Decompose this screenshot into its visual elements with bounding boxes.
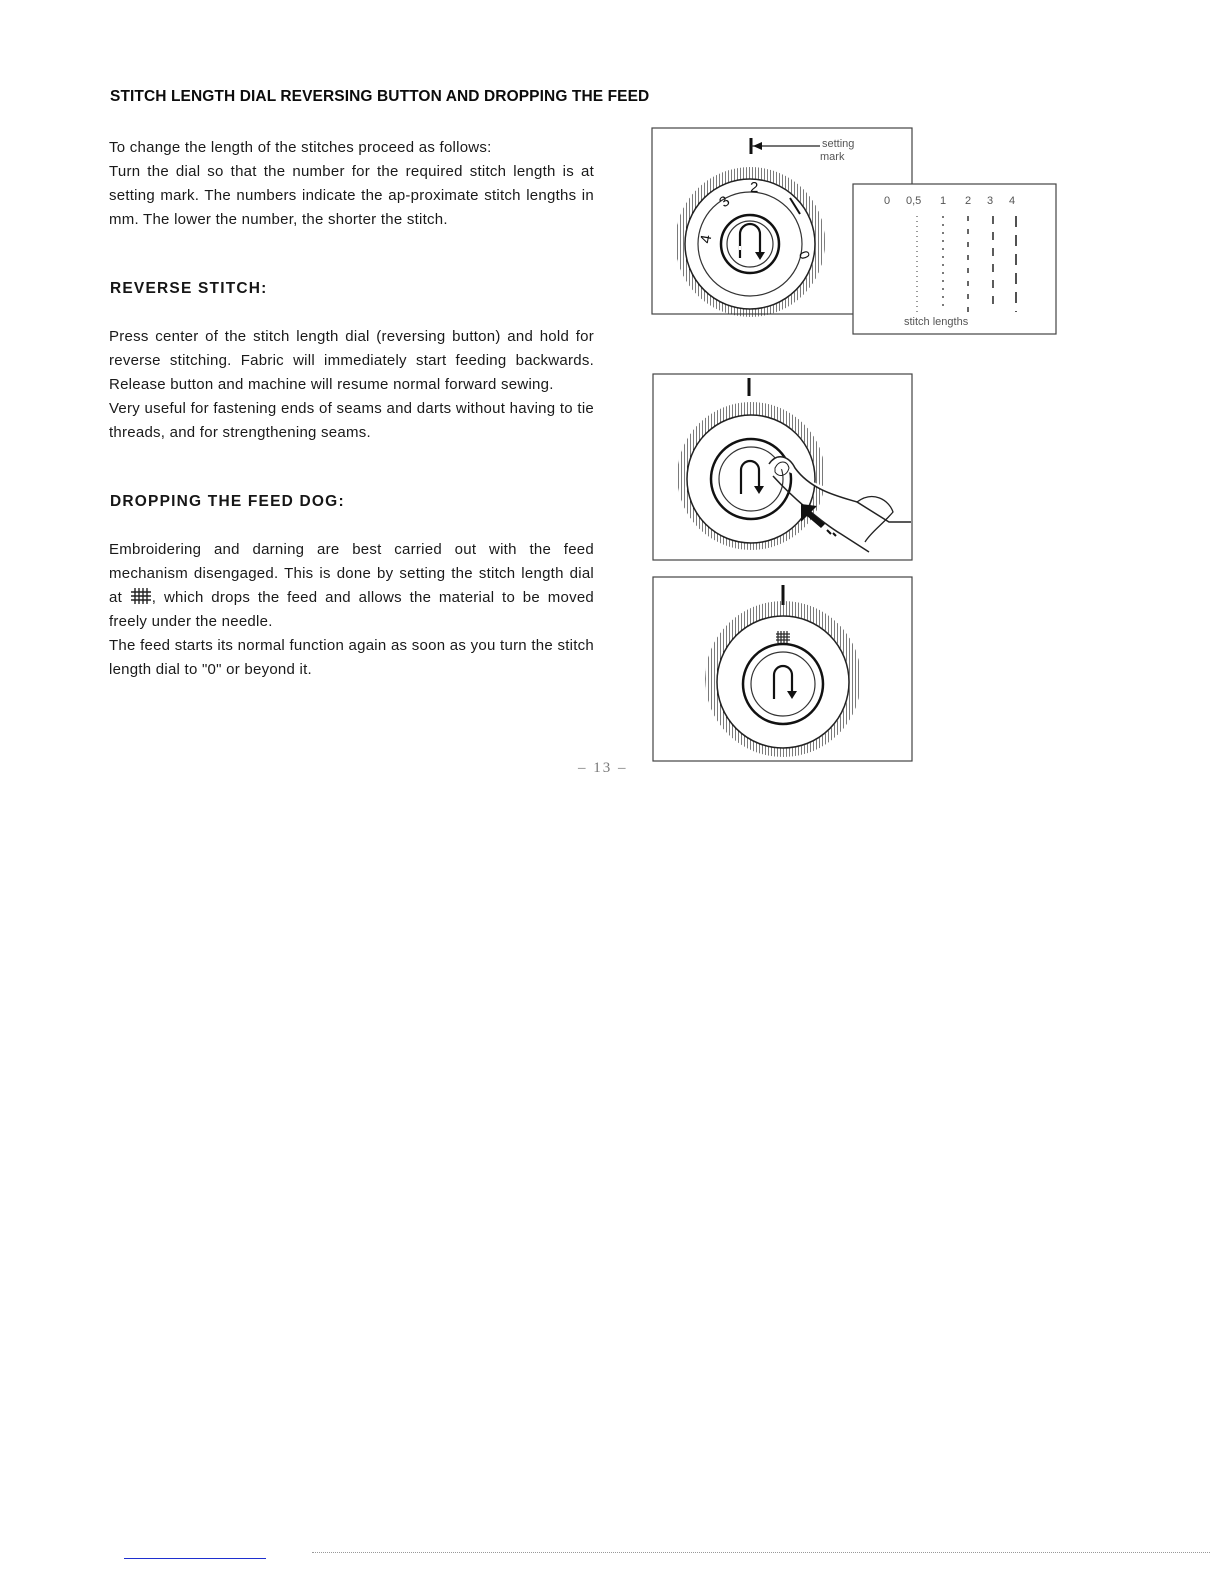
scale-label-0-5: 0,5 xyxy=(906,195,922,207)
setting-label: setting xyxy=(822,138,855,150)
dropping-p1-before: Embroidering and darning are best carried out with the feed mechanism disengaged. This is done by setting the stitch length dial at xyxy=(109,541,594,606)
reverse-paragraph-2: Very useful for fastening ends of seams and darts without having to tie threads, and for strengthening seams. xyxy=(109,400,594,441)
reverse-stitch-text xyxy=(109,325,594,445)
page-title: STITCH LENGTH DIAL REVERSING BUTTON AND DROPPING THE FEED xyxy=(110,88,650,105)
figure-reverse-button-press xyxy=(651,372,915,564)
intro-text xyxy=(109,136,594,232)
dropping-p1-after: , which drops the feed and allows the material to be moved freely under the needle. xyxy=(109,589,595,630)
setting-mark-icon xyxy=(751,138,820,154)
feed-drop-symbol-icon xyxy=(130,587,152,605)
footer-divider xyxy=(312,1552,1210,1553)
dial-number-2: 2 xyxy=(750,179,759,196)
dropping-paragraph-1 xyxy=(109,538,594,634)
intro-line-1: To change the length of the stitches proceed as follows: xyxy=(109,139,492,156)
scale-label-1: 1 xyxy=(940,195,947,207)
reverse-stitch-heading: REVERSE STITCH: xyxy=(110,280,268,297)
dropping-paragraph-2: The feed starts its normal function again as soon as you turn the stitch length dial to "0" or beyond it. xyxy=(109,637,594,678)
scale-label-2: 2 xyxy=(965,195,972,207)
dial-number-0: 0 xyxy=(795,248,814,262)
scale-label-4: 4 xyxy=(1009,195,1016,207)
page-number: – 13 – xyxy=(578,760,628,776)
dropping-feed-text xyxy=(109,538,594,682)
reverse-paragraph-1: Press center of the stitch length dial (reversing button) and hold for reverse stitching. Fabric will immediately start feeding backwards. Release button and machine will resume normal forward sewing. xyxy=(109,328,594,393)
footer-link-underline xyxy=(124,1558,266,1559)
dial-number-4: 4 xyxy=(697,233,716,245)
scale-label-3: 3 xyxy=(987,195,994,207)
intro-line-2: Turn the dial so that the number for the required stitch length is at setting mark. The numbers indicate the ap-proximate stitch lengths in mm. The lower the number, the shorter the stitch. xyxy=(109,163,594,228)
dial-number-3: 3 xyxy=(716,192,734,212)
scale-label-0: 0 xyxy=(884,195,891,207)
dropping-feed-heading: DROPPING THE FEED DOG: xyxy=(110,493,345,510)
feed-drop-dial-icon xyxy=(705,601,861,757)
figure-feed-drop-dial xyxy=(651,575,915,767)
figure-stitch-length-dial xyxy=(650,126,1060,338)
stitch-lengths-caption: stitch lengths xyxy=(904,316,969,328)
mark-label: mark xyxy=(820,151,845,163)
